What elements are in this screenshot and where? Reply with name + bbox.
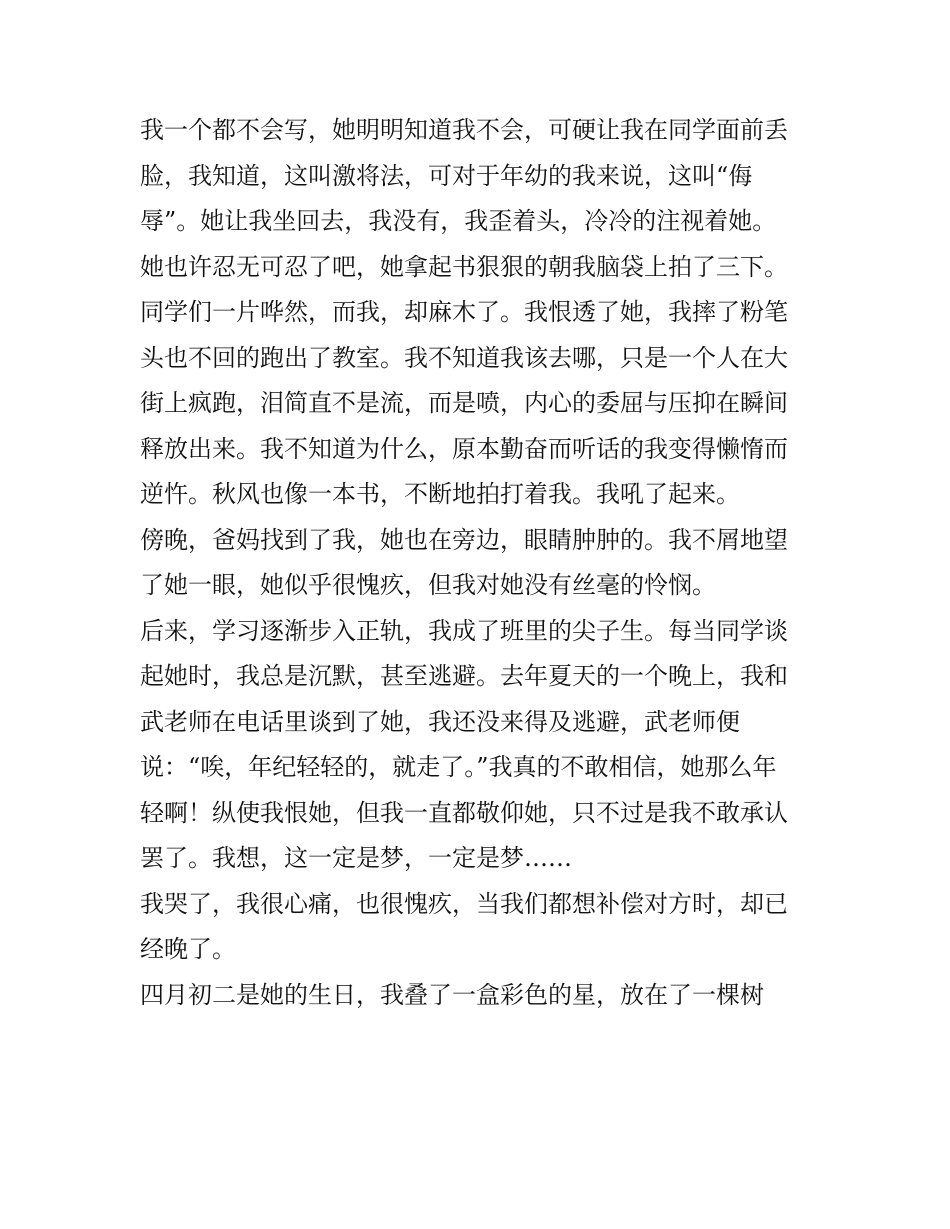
text-line-10: 傍晚，爸妈找到了我，她也在旁边，眼睛肿肿的。我不屑地望	[140, 525, 788, 554]
text-line-9: 逆忤。秋风也像一本书，不断地拍打着我。我吼了起来。	[140, 480, 740, 508]
text-line-18: 我哭了，我很心痛，也很愧疚，当我们都想补偿对方时，却已	[140, 889, 788, 918]
text-line-11: 了她一眼，她似乎很愧疚，但我对她没有丝毫的怜悯。	[140, 571, 716, 599]
text-line-17: 罢了。我想，这一定是梦，一定是梦……	[140, 844, 572, 872]
text-line-3: 辱”。她让我坐回去，我没有，我歪着头，冷冷的注视着她。	[140, 207, 777, 235]
text-line-2: 脸，我知道，这叫激将法，可对于年幼的我来说，这叫“侮	[140, 161, 753, 190]
text-line-1: 我一个都不会写，她明明知道我不会，可硬让我在同学面前丢	[140, 116, 788, 144]
text-line-12: 后来，学习逐渐步入正轨，我成了班里的尖子生。每当同学谈	[140, 616, 788, 645]
text-line-15: 说：“唉，年纪轻轻的，就走了。”我真的不敢相信，她那么年	[140, 753, 777, 781]
text-line-13: 起她时，我总是沉默，甚至逃避。去年夏天的一个晚上，我和	[140, 662, 788, 690]
text-line-5: 同学们一片哗然，而我，却麻木了。我恨透了她，我摔了粉笔	[140, 298, 788, 326]
text-line-16: 轻啊！纵使我恨她，但我一直都敬仰她，只不过是我不敢承认	[140, 798, 788, 827]
text-line-20: 四月初二是她的生日，我叠了一盒彩色的星，放在了一棵树	[140, 980, 764, 1009]
text-line-8: 释放出来。我不知道为什么，原本勤奋而听话的我变得懒惰而	[140, 434, 788, 463]
text-line-7: 街上疯跑，泪简直不是流，而是喷，内心的委屈与压抑在瞬间	[140, 389, 788, 417]
text-line-4: 她也许忍无可忍了吧，她拿起书狠狠的朝我脑袋上拍了三下。	[140, 252, 788, 281]
body-text	[140, 108, 820, 1018]
text-line-19: 经晚了。	[140, 935, 236, 963]
text-line-6: 头也不回的跑出了教室。我不知道我该去哪，只是一个人在大	[140, 343, 788, 372]
text-line-14: 武老师在电话里谈到了她，我还没来得及逃避，武老师便	[140, 707, 740, 736]
